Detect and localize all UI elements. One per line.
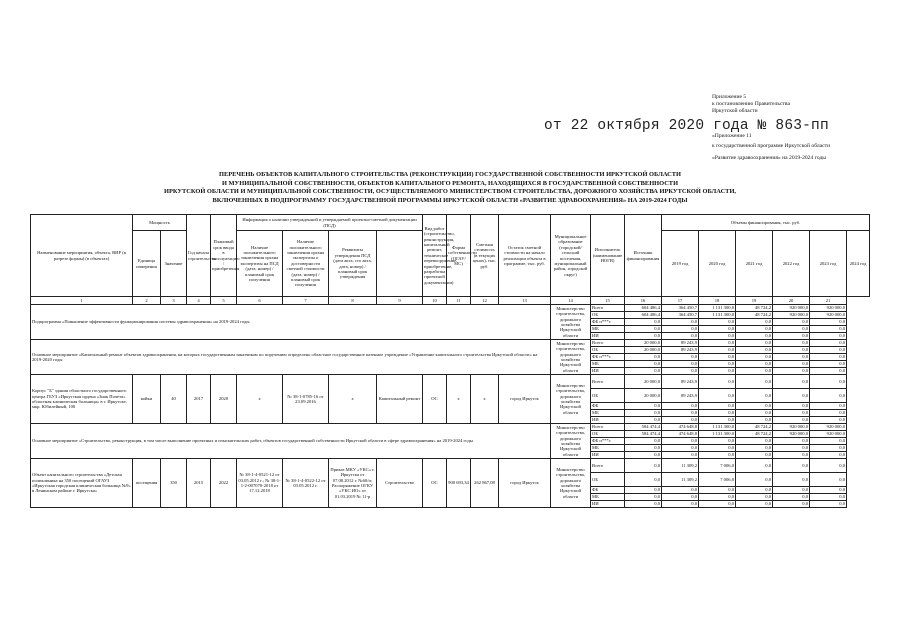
object-value: 40 — [161, 375, 187, 424]
executor-cell: Министерство строительства, дорожного хозяйства Иркутской области — [551, 305, 591, 340]
amount-cell: 604 486,4 — [625, 305, 662, 312]
source-cell: ОБ — [591, 347, 625, 354]
amount-cell: 0,0 — [773, 361, 810, 368]
amount-cell: 20 000,0 — [625, 340, 662, 347]
main-activity-name: Основное мероприятие «Капитальный ремонт объектов здравоохранения, на которых государственным заказчиком по поручению определено областное государственное казенное учреждение «Управление капитального строительства Иркутской области» на 2019-2020 годы — [31, 340, 551, 375]
amount-cell: 0,0 — [625, 410, 662, 417]
amount-cell: 0,0 — [625, 501, 662, 508]
amount-cell: 0,0 — [699, 375, 736, 389]
header-unit: Единица измерения — [133, 231, 161, 297]
amount-cell: 0,0 — [773, 445, 810, 452]
source-cell: ОБ — [591, 389, 625, 403]
amount-cell: 0,0 — [699, 333, 736, 340]
table-row — [31, 375, 870, 389]
object-exam: № 38-1-4-0521-12 от 03.05.2012 г.; № 38-1-1-2-007070-2018 от 17.12.2018 — [237, 459, 283, 508]
object-exam: х — [237, 375, 283, 424]
amount-cell: 0,0 — [773, 375, 810, 389]
source-cell: Всего — [591, 340, 625, 347]
amount-cell: 0,0 — [699, 361, 736, 368]
column-number: 17 — [662, 297, 699, 305]
subprogram-name: Подпрограмма «Повышение эффективности функционирования системы здравоохранения» на 2019-2024 годы — [31, 305, 551, 340]
amount-cell: 89 243,9 — [662, 389, 699, 403]
amount-cell: 0,0 — [625, 494, 662, 501]
amount-cell: 0,0 — [773, 347, 810, 354]
amount-cell: 0,0 — [773, 354, 810, 361]
amount-cell: 0,0 — [699, 403, 736, 410]
amount-cell: 0,0 — [736, 473, 773, 487]
amount-cell: 0,0 — [662, 452, 699, 459]
amount-cell: 920 000,0 — [810, 312, 847, 319]
source-cell: МБ — [591, 410, 625, 417]
amount-cell: 0,0 — [810, 354, 847, 361]
object-estimate: х — [447, 375, 471, 424]
amount-cell: 0,0 — [736, 389, 773, 403]
objects-table — [30, 214, 870, 508]
amount-cell: 474 648,8 — [662, 431, 699, 438]
amount-cell: 920 000,0 — [773, 312, 810, 319]
column-number: 14 — [551, 297, 591, 305]
amount-cell: 0,0 — [773, 326, 810, 333]
column-number: 1 — [31, 297, 133, 305]
amount-cell: 1 131 300,0 — [699, 424, 736, 431]
amount-cell: 0,0 — [810, 459, 847, 473]
amount-cell: 0,0 — [736, 459, 773, 473]
source-cell: ФБ п***с — [591, 319, 625, 326]
amount-cell: 0,0 — [736, 445, 773, 452]
executor-cell: Министерство строительства, дорожного хозяйства Иркутской области — [551, 424, 591, 459]
amount-cell: 364 450,7 — [662, 312, 699, 319]
amount-cell: 0,0 — [773, 333, 810, 340]
column-number: 15 — [591, 297, 625, 305]
amount-cell: 920 000,0 — [810, 431, 847, 438]
title-line-3: ИРКУТСКОЙ ОБЛАСТИ И МУНИЦИПАЛЬНОЙ СОБСТВЕННОСТИ, ОСУЩЕСТВЛЯЕМОГО МИНИСТЕРСТВОМ СТРОИТЕЛЬСТВА, ДОРОЖНОГО ХОЗЯЙСТВА ИРКУТСКОЙ ОБЛАСТИ, — [163, 188, 737, 196]
amount-cell: 0,0 — [810, 445, 847, 452]
header-psd-empty — [377, 231, 423, 297]
header-capacity: Мощность — [133, 215, 187, 231]
amount-cell: 0,0 — [773, 452, 810, 459]
amount-cell: 1 131 300,0 — [699, 312, 736, 319]
amount-cell: 0,0 — [810, 417, 847, 424]
amount-cell: 0,0 — [699, 354, 736, 361]
amount-cell: 0,0 — [773, 501, 810, 508]
source-cell: ИИ — [591, 333, 625, 340]
amount-cell: 48 724,2 — [736, 431, 773, 438]
object-start: 2017 — [187, 375, 211, 424]
amount-cell: 920 000,0 — [810, 305, 847, 312]
object-own: ОС — [423, 459, 447, 508]
executor-cell: Министерство строительства, дорожного хозяйства Иркутской области — [551, 459, 591, 508]
amount-cell: 0,0 — [810, 389, 847, 403]
column-number: 13 — [499, 297, 551, 305]
title-line-1: ПЕРЕЧЕНЬ ОБЪЕКТОВ КАПИТАЛЬНОГО СТРОИТЕЛЬСТВА (РЕКОНСТРУКЦИИ) ГОСУДАРСТВЕННОЙ СОБСТВЕННОСТИ ИРКУТСКОЙ ОБЛАСТИ — [218, 171, 681, 178]
amount-cell: 0,0 — [810, 368, 847, 375]
amount-cell: 89 243,9 — [662, 340, 699, 347]
amount-cell: 1 131 300,0 — [699, 431, 736, 438]
column-number: 7 — [283, 297, 329, 305]
amount-cell: 0,0 — [699, 417, 736, 424]
amount-cell: 11 309,2 — [662, 473, 699, 487]
column-number: 2 — [133, 297, 161, 305]
header-municipality: Муниципальное образование (городской/сельский поселения, муниципальный район, городской округ) — [551, 215, 591, 297]
object-estimate: 900 693,34 — [447, 459, 471, 508]
header-year: 2024 год — [847, 231, 870, 297]
source-cell: ФБ п***с — [591, 354, 625, 361]
source-cell: Всего — [591, 424, 625, 431]
amount-cell: 0,0 — [662, 438, 699, 445]
amount-cell: 0,0 — [699, 326, 736, 333]
amount-cell: 0,0 — [662, 501, 699, 508]
amount-cell: 0,0 — [625, 487, 662, 494]
source-cell: ФБ — [591, 487, 625, 494]
amount-cell: 0,0 — [810, 438, 847, 445]
executor-cell: Министерство строительства, дорожного хозяйства Иркутской области — [551, 375, 591, 424]
amount-cell: 0,0 — [625, 333, 662, 340]
source-cell: МБ — [591, 326, 625, 333]
amount-cell: 0,0 — [810, 494, 847, 501]
amount-cell: 0,0 — [736, 319, 773, 326]
amount-cell: 0,0 — [662, 487, 699, 494]
amount-cell: 0,0 — [736, 361, 773, 368]
object-work: Строительство — [377, 459, 423, 508]
amount-cell: 0,0 — [773, 487, 810, 494]
header-start-year: Год начала строительства — [187, 215, 211, 297]
column-number: 9 — [377, 297, 423, 305]
amount-cell: 0,0 — [736, 326, 773, 333]
amount-cell: 0,0 — [662, 445, 699, 452]
amount-cell: 0,0 — [625, 361, 662, 368]
source-cell: Всего — [591, 459, 625, 473]
header-funding-group: Объемы финансирования, тыс. руб. — [662, 215, 870, 231]
amount-cell: 0,0 — [699, 438, 736, 445]
amount-cell: 920 000,0 — [773, 424, 810, 431]
column-number: 16 — [625, 297, 662, 305]
amount-cell: 0,0 — [699, 494, 736, 501]
amount-cell: 20 000,0 — [625, 375, 662, 389]
object-cost: № 38-1-0785-16 от 23.09.2016 — [283, 375, 329, 424]
amount-cell: 0,0 — [736, 501, 773, 508]
header-psd-approval: Реквизиты утверждения ПСД (дата акта, сто акта, дата, номер) / плановый срок утверждения — [329, 231, 377, 297]
object-end: 2020 — [211, 375, 237, 424]
amount-cell: 0,0 — [699, 319, 736, 326]
amount-cell: 0,0 — [625, 459, 662, 473]
source-cell: ФБ п***с — [591, 438, 625, 445]
amount-cell: 0,0 — [810, 326, 847, 333]
object-end: 2022 — [211, 459, 237, 508]
amount-cell: 0,0 — [773, 403, 810, 410]
amount-cell: 920 000,0 — [773, 305, 810, 312]
appendix-line-5: к государственной программе Иркутской области — [712, 143, 831, 149]
object-own: ОС — [423, 375, 447, 424]
column-number: 18 — [699, 297, 736, 305]
amount-cell: 0,0 — [810, 375, 847, 389]
amount-cell: 7 006,0 — [699, 473, 736, 487]
appendix-line-4: «Приложение 11 — [712, 133, 752, 139]
header-name: Наименование мероприятия, объекта, ВИР (в разрезе формы) (в объектах) — [31, 215, 133, 297]
object-unit: посещения — [133, 459, 161, 508]
column-number: 3 — [161, 297, 187, 305]
source-cell: ОБ — [591, 473, 625, 487]
object-remaining: х — [471, 375, 499, 424]
amount-cell: 364 450,7 — [662, 305, 699, 312]
table-row — [31, 424, 870, 431]
column-number: 10 — [423, 297, 447, 305]
header-source: Источник финансирования — [625, 215, 662, 297]
amount-cell: 0,0 — [625, 445, 662, 452]
amount-cell: 0,0 — [625, 417, 662, 424]
amount-cell: 0,0 — [625, 403, 662, 410]
amount-cell: 0,0 — [773, 368, 810, 375]
executor-cell: Министерство строительства, дорожного хозяйства Иркутской области — [551, 340, 591, 375]
amount-cell: 0,0 — [699, 389, 736, 403]
amount-cell: 0,0 — [773, 438, 810, 445]
amount-cell: 0,0 — [736, 417, 773, 424]
amount-cell: 0,0 — [773, 319, 810, 326]
amount-cell: 89 243,9 — [662, 347, 699, 354]
amount-cell: 0,0 — [736, 487, 773, 494]
column-number: 5 — [211, 297, 237, 305]
object-unit: койки — [133, 375, 161, 424]
amount-cell: 0,0 — [662, 403, 699, 410]
amount-cell: 0,0 — [773, 389, 810, 403]
column-number: 21 — [810, 297, 847, 305]
object-remaining: 262 867,08 — [471, 459, 499, 508]
amount-cell: 474 648,8 — [662, 424, 699, 431]
amount-cell: 0,0 — [810, 333, 847, 340]
header-ownership: Форма собственности (ОГАУ/МС) — [447, 215, 471, 297]
amount-cell: 0,0 — [662, 494, 699, 501]
object-name: Объект капитального строительства «Детская поликлиника на 350 посещений ОГАУЗ «Иркутская городская клиническая больница №9» в Ленинском районе г. Иркутска» — [31, 459, 133, 508]
amount-cell: 0,0 — [699, 340, 736, 347]
amount-cell: 0,0 — [699, 452, 736, 459]
amount-cell: 0,0 — [736, 438, 773, 445]
amount-cell: 0,0 — [810, 340, 847, 347]
amount-cell: 0,0 — [736, 347, 773, 354]
column-number: 12 — [471, 297, 499, 305]
header-year: 2019 год — [662, 231, 699, 297]
amount-cell: 0,0 — [662, 354, 699, 361]
amount-cell: 0,0 — [810, 410, 847, 417]
amount-cell: 0,0 — [736, 403, 773, 410]
object-start: 2015 — [187, 459, 211, 508]
amount-cell: 0,0 — [625, 473, 662, 487]
header-work-type: Вид работ (строительство, реконструкция, капитальный ремонт, техническое перевооружение, приобретение, разработка проектной документации) — [423, 215, 447, 297]
object-municipality: город Иркутск — [499, 459, 551, 508]
amount-cell: 920 000,0 — [773, 431, 810, 438]
source-cell: Всего — [591, 305, 625, 312]
amount-cell: 0,0 — [699, 368, 736, 375]
amount-cell: 48 724,2 — [736, 305, 773, 312]
amount-cell: 1 131 300,0 — [699, 305, 736, 312]
header-estimate: Сметная стоимость (в текущих ценах), тыс. руб. — [471, 215, 499, 297]
table-row — [31, 459, 870, 473]
amount-cell: 0,0 — [736, 333, 773, 340]
column-number: 11 — [447, 297, 471, 305]
amount-cell: 0,0 — [625, 368, 662, 375]
amount-cell: 584 474,4 — [625, 424, 662, 431]
amount-cell: 0,0 — [773, 417, 810, 424]
column-number: 4 — [187, 297, 211, 305]
header-executor: Исполнитель (наименование ИОГВ) — [591, 215, 625, 297]
amount-cell: 0,0 — [736, 410, 773, 417]
amount-cell: 0,0 — [810, 361, 847, 368]
appendix-line-1: Приложение 5 — [712, 94, 747, 100]
amount-cell: 0,0 — [810, 473, 847, 487]
amount-cell: 20 000,0 — [625, 389, 662, 403]
header-value: Значение — [161, 231, 187, 297]
amount-cell: 0,0 — [773, 459, 810, 473]
source-cell: ОБ — [591, 431, 625, 438]
header-psd-group: Информация о наличии утвержденной и утверждаемой проектно-сметной документации (ПСД) — [237, 215, 423, 231]
source-cell: ИИ — [591, 417, 625, 424]
object-value: 350 — [161, 459, 187, 508]
column-number: 20 — [773, 297, 810, 305]
object-name: Корпус "Б" здания областного государственного центра ГБУЗ «Иркутская ордена «Знак Почета» областная клиническая больница» в г. Иркутске, мкр. Юбилейный, 100 — [31, 375, 133, 424]
column-number: 19 — [736, 297, 773, 305]
amount-cell: 920 000,0 — [810, 424, 847, 431]
amount-cell: 0,0 — [662, 417, 699, 424]
amount-cell: 604 486,4 — [625, 312, 662, 319]
amount-cell: 0,0 — [625, 326, 662, 333]
amount-cell: 7 006,0 — [699, 459, 736, 473]
amount-cell: 0,0 — [625, 354, 662, 361]
amount-cell: 0,0 — [662, 368, 699, 375]
amount-cell: 0,0 — [662, 326, 699, 333]
amount-cell: 0,0 — [625, 319, 662, 326]
amount-cell: 0,0 — [736, 375, 773, 389]
source-cell: Всего — [591, 375, 625, 389]
header-psd-cost: Наличие положительного заключения органа экспертизы о достоверности сметной стоимости (дата, номер) / плановый срок получения — [283, 231, 329, 297]
amount-cell: 0,0 — [810, 452, 847, 459]
amount-cell: 0,0 — [662, 361, 699, 368]
appendix-line-3: Иркутской области — [712, 108, 758, 114]
source-cell: ФБ — [591, 403, 625, 410]
amount-cell: 0,0 — [810, 347, 847, 354]
object-approval: Приказ МКУ «УКС» г. Иркутска от 07.08.2012 г. №60/п; Распоряжение ОГКУ «УКС ИО» от 01.03.2019 № 11-р — [329, 459, 377, 508]
title-line-4: ВКЛЮЧЕННЫХ В ПОДПРОГРАММУ ГОСУДАРСТВЕННОЙ ПРОГРАММЫ ИРКУТСКОЙ ОБЛАСТИ «РАЗВИТИЕ ЗДРАВООХРАНЕНИЯ» НА 2019-2024 ГОДЫ — [212, 196, 688, 204]
amount-cell: 89 243,9 — [662, 375, 699, 389]
amount-cell: 48 724,2 — [736, 424, 773, 431]
amount-cell: 0,0 — [662, 333, 699, 340]
header-year: 2021 год — [736, 231, 773, 297]
decree-stamp: от 22 октября 2020 года № 863-пп — [544, 118, 829, 134]
header-year: 2022 год — [773, 231, 810, 297]
amount-cell: 0,0 — [699, 347, 736, 354]
header-remaining: Остаток сметной стоимости на начало реализации объекта в программе, тыс. руб. — [499, 215, 551, 297]
header-psd-exam: Наличие положительного заключения органа экспертизы на ПСД (дата, номер) / плановый срок получения — [237, 231, 283, 297]
amount-cell: 0,0 — [736, 452, 773, 459]
amount-cell: 11 309,2 — [662, 459, 699, 473]
title-line-2: И МУНИЦИПАЛЬНОЙ СОБСТВЕННОСТИ, ОБЪЕКТОВ КАПИТАЛЬНОГО РЕМОНТА, НАХОДЯЩИХСЯ В ГОСУДАРСТВЕННОЙ СОБСТВЕННОСТИ — [221, 179, 679, 187]
amount-cell: 0,0 — [810, 403, 847, 410]
appendix-line-6: «Развитие здравоохранения» на 2019-2024 годы — [712, 155, 827, 161]
object-work: Капитальный ремонт — [377, 375, 423, 424]
header-end-year: Плановый срок ввода в эксплуатацию / приобретения — [211, 215, 237, 297]
amount-cell: 0,0 — [810, 501, 847, 508]
source-cell: МБ — [591, 445, 625, 452]
source-cell: МБ — [591, 361, 625, 368]
amount-cell: 0,0 — [773, 410, 810, 417]
source-cell: ИИ — [591, 501, 625, 508]
amount-cell: 0,0 — [810, 319, 847, 326]
header-year: 2020 год — [699, 231, 736, 297]
amount-cell: 0,0 — [736, 368, 773, 375]
amount-cell: 0,0 — [662, 319, 699, 326]
amount-cell: 584 474,4 — [625, 431, 662, 438]
object-cost: № 38-1-4-0522-12 от 03.05.2012 г. — [283, 459, 329, 508]
object-approval: х — [329, 375, 377, 424]
amount-cell: 0,0 — [699, 410, 736, 417]
amount-cell: 0,0 — [625, 452, 662, 459]
header-year: 2023 год — [810, 231, 847, 297]
amount-cell: 0,0 — [773, 473, 810, 487]
amount-cell: 0,0 — [773, 340, 810, 347]
amount-cell: 0,0 — [699, 487, 736, 494]
amount-cell: 0,0 — [810, 487, 847, 494]
column-number: 6 — [237, 297, 283, 305]
amount-cell: 0,0 — [699, 501, 736, 508]
amount-cell: 0,0 — [736, 354, 773, 361]
source-cell: ИИ — [591, 368, 625, 375]
table-row — [31, 340, 870, 347]
object-municipality: город Иркутск — [499, 375, 551, 424]
amount-cell: 20 000,0 — [625, 347, 662, 354]
amount-cell: 0,0 — [699, 445, 736, 452]
appendix-line-2: к постановлению Правительства — [712, 101, 790, 107]
amount-cell: 0,0 — [625, 438, 662, 445]
table-row — [31, 305, 870, 312]
main-activity-name: Основное мероприятие «Строительство, реконструкция, в том числе выполнение проектных и изыскательских работ, объектов государственной собственности Иркутской области в сфере здравоохранения» на 2019-2024 годы — [31, 424, 551, 459]
source-cell: ИИ — [591, 452, 625, 459]
amount-cell: 0,0 — [736, 494, 773, 501]
column-number: 8 — [329, 297, 377, 305]
column-numbers-row — [31, 297, 870, 305]
amount-cell: 0,0 — [662, 410, 699, 417]
amount-cell: 0,0 — [736, 340, 773, 347]
source-cell: МБ — [591, 494, 625, 501]
amount-cell: 48 724,2 — [736, 312, 773, 319]
source-cell: ОБ — [591, 312, 625, 319]
document-title — [120, 171, 780, 205]
amount-cell: 0,0 — [773, 494, 810, 501]
